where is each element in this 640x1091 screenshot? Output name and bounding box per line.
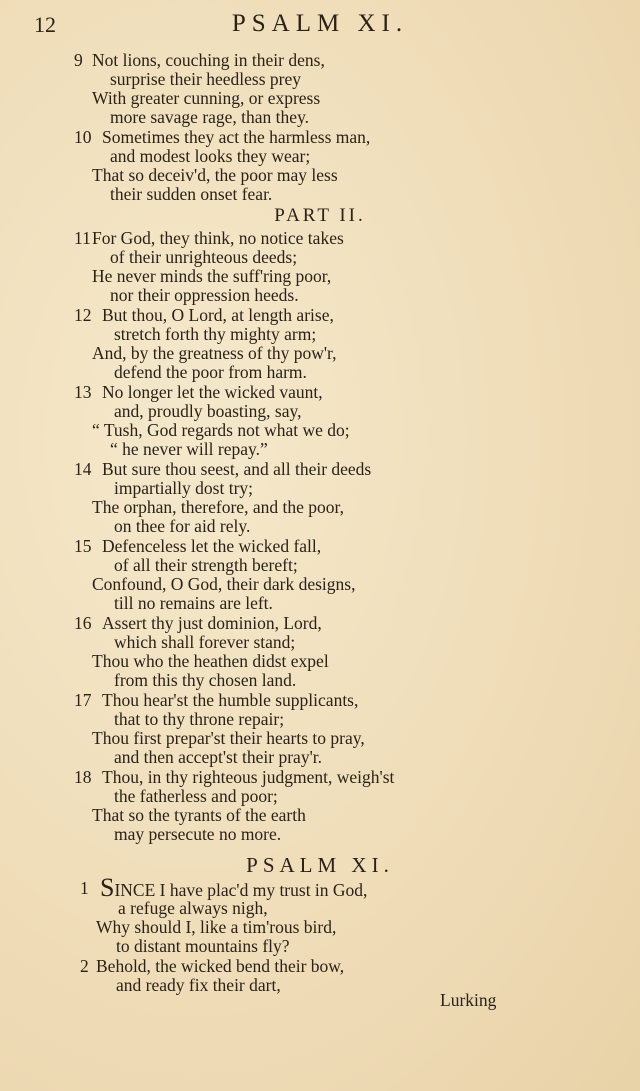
verse-line: from this thy chosen land. — [114, 670, 297, 690]
page-number: 12 — [34, 12, 56, 37]
verse-line: stretch forth thy mighty arm; — [114, 324, 317, 344]
verse-line: Thou first prepar'st their hearts to pray, — [92, 728, 365, 748]
verse-line: No longer let the wicked vaunt, — [102, 382, 323, 402]
verse-line: on thee for aid rely. — [114, 516, 251, 536]
verse-number: 2 — [80, 956, 89, 976]
verse-line: The orphan, therefore, and the poor, — [92, 497, 344, 517]
verse-number: 12 — [74, 305, 92, 325]
verse-line: till no remains are left. — [114, 593, 273, 613]
verse-number: 16 — [74, 613, 92, 633]
verse-number: 17 — [74, 690, 92, 710]
verse-line: to distant mountains fly? — [116, 936, 290, 956]
verse-line: impartially dost try; — [114, 478, 254, 498]
verse-line: that to thy throne repair; — [114, 709, 285, 729]
verse-line: Confound, O God, their dark designs, — [92, 574, 356, 594]
verse-line: Behold, the wicked bend their bow, — [96, 956, 345, 976]
verse-line: defend the poor from harm. — [114, 362, 307, 382]
drop-cap: S — [100, 873, 115, 902]
verse-line: may persecute no more. — [114, 824, 282, 844]
verse-line: “ he never will repay.” — [110, 439, 268, 459]
verse-line: Thou who the heathen didst expel — [92, 651, 329, 671]
verse-line: That so deceiv'd, the poor may less — [92, 165, 338, 185]
verse-number: 14 — [74, 459, 92, 479]
verse-number: 1 — [80, 878, 89, 898]
verse-line: a refuge always nigh, — [118, 898, 268, 918]
verse-line: nor their oppression heeds. — [110, 285, 299, 305]
verse-line: which shall forever stand; — [114, 632, 296, 652]
verse-line: Why should I, like a tim'rous bird, — [96, 917, 337, 937]
verse-line: of all their strength bereft; — [114, 555, 298, 575]
verse-line: Thou hear'st the humble supplicants, — [102, 690, 359, 710]
verse-line: Defenceless let the wicked fall, — [102, 536, 322, 556]
verse-line: the fatherless and poor; — [114, 786, 278, 806]
verse-line-first — [100, 873, 368, 902]
verse-line: more savage rage, than they. — [110, 107, 310, 127]
verse-line-rest: INCE I have plac'd my trust in God, — [114, 880, 368, 900]
verse-line: and then accept'st their pray'r. — [114, 747, 322, 767]
verse-line: and, proudly boasting, say, — [114, 401, 302, 421]
verse-line: Thou, in thy righteous judgment, weigh'st — [102, 767, 395, 787]
verse-line: And, by the greatness of thy pow'r, — [92, 343, 337, 363]
verse-line: surprise their heedless prey — [110, 69, 301, 89]
verse-line: He never minds the suff'ring poor, — [92, 266, 332, 286]
catchword: Lurking — [440, 990, 497, 1010]
psalm-heading: PSALM XI. — [246, 853, 394, 877]
verse-line: But thou, O Lord, at length arise, — [102, 305, 334, 325]
verse-number: 9 — [74, 50, 83, 70]
verse-line: Assert thy just dominion, Lord, — [102, 613, 322, 633]
verse-line: With greater cunning, or express — [92, 88, 321, 108]
verse-number: 10 — [74, 127, 92, 147]
verse-line: and modest looks they wear; — [110, 146, 311, 166]
verse-number: 15 — [74, 536, 92, 556]
verse-line: “ Tush, God regards not what we do; — [92, 420, 350, 440]
verse-line: their sudden onset fear. — [110, 184, 273, 204]
verse-line: For God, they think, no notice takes — [92, 228, 344, 248]
running-head: PSALM XI. — [231, 10, 409, 37]
verse-number: 11 — [74, 228, 91, 248]
verse-line: of their unrighteous deeds; — [110, 247, 298, 267]
verse-number: 18 — [74, 767, 92, 787]
verse-line: Sometimes they act the harmless man, — [102, 127, 371, 147]
verse-number: 13 — [74, 382, 92, 402]
part-heading: PART II. — [274, 205, 366, 226]
verse-line: and ready fix their dart, — [116, 975, 281, 995]
verse-line: But sure thou seest, and all their deeds — [102, 459, 372, 479]
verse-line: Not lions, couching in their dens, — [92, 50, 325, 70]
verse-line: That so the tyrants of the earth — [92, 805, 306, 825]
